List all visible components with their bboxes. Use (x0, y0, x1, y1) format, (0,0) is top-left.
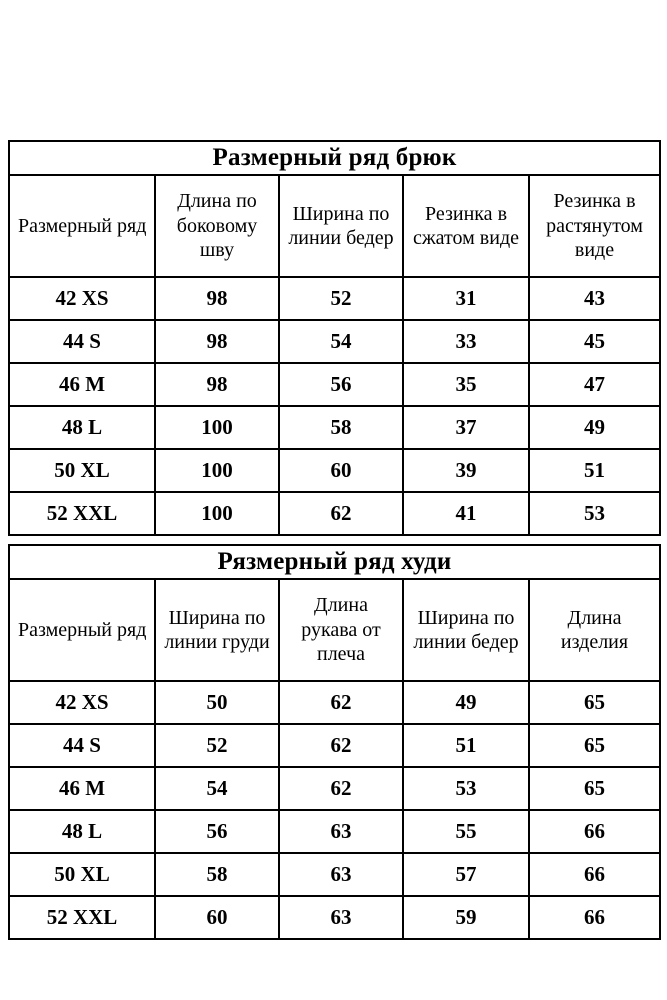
pants-cell-3-4: 49 (529, 406, 660, 449)
hoodie-cell-3-3: 55 (403, 810, 529, 853)
hoodie-header-cell-1: Ширина по линии груди (155, 579, 279, 681)
hoodie-cell-0-0: 42 XS (9, 681, 155, 724)
pants-cell-3-0: 48 L (9, 406, 155, 449)
hoodie-cell-5-4: 66 (529, 896, 660, 939)
table-row (9, 449, 660, 492)
hoodie-cell-4-1: 58 (155, 853, 279, 896)
hoodie-cell-3-0: 48 L (9, 810, 155, 853)
hoodie-cell-3-4: 66 (529, 810, 660, 853)
pants-cell-0-3: 31 (403, 277, 529, 320)
size-chart-sheet (8, 140, 659, 940)
pants-cell-5-0: 52 XXL (9, 492, 155, 535)
pants-header-cell-2: Ширина по линии бедер (279, 175, 403, 277)
table-row (9, 767, 660, 810)
pants-cell-2-0: 46 M (9, 363, 155, 406)
hoodie-cell-1-2: 62 (279, 724, 403, 767)
pants-cell-5-3: 41 (403, 492, 529, 535)
table-row (9, 896, 660, 939)
hoodie-size-table (8, 544, 661, 940)
pants-cell-5-4: 53 (529, 492, 660, 535)
pants-table-title: Размерный ряд брюк (9, 141, 660, 175)
hoodie-cell-0-3: 49 (403, 681, 529, 724)
pants-cell-1-2: 54 (279, 320, 403, 363)
hoodie-cell-0-2: 62 (279, 681, 403, 724)
pants-cell-3-2: 58 (279, 406, 403, 449)
hoodie-cell-5-0: 52 XXL (9, 896, 155, 939)
hoodie-table-title: Рязмерный ряд худи (9, 545, 660, 579)
table-row (9, 320, 660, 363)
table-row (9, 724, 660, 767)
tables-divider (8, 536, 659, 544)
hoodie-cell-5-1: 60 (155, 896, 279, 939)
pants-cell-5-2: 62 (279, 492, 403, 535)
pants-cell-3-3: 37 (403, 406, 529, 449)
table-row (9, 363, 660, 406)
pants-header-cell-0: Размерный ряд (9, 175, 155, 277)
hoodie-cell-0-4: 65 (529, 681, 660, 724)
table-row (9, 492, 660, 535)
hoodie-cell-5-2: 63 (279, 896, 403, 939)
hoodie-cell-2-1: 54 (155, 767, 279, 810)
table-row (9, 406, 660, 449)
hoodie-header-cell-0: Размерный ряд (9, 579, 155, 681)
pants-cell-0-4: 43 (529, 277, 660, 320)
pants-cell-0-1: 98 (155, 277, 279, 320)
pants-header-cell-4: Резинка в растянутом виде (529, 175, 660, 277)
pants-cell-2-1: 98 (155, 363, 279, 406)
hoodie-cell-1-4: 65 (529, 724, 660, 767)
pants-cell-1-3: 33 (403, 320, 529, 363)
pants-cell-0-2: 52 (279, 277, 403, 320)
pants-cell-1-4: 45 (529, 320, 660, 363)
pants-cell-1-0: 44 S (9, 320, 155, 363)
pants-cell-4-1: 100 (155, 449, 279, 492)
pants-header-row (9, 175, 660, 277)
pants-header-cell-3: Резинка в сжатом виде (403, 175, 529, 277)
hoodie-title-row (9, 545, 660, 579)
hoodie-cell-2-0: 46 M (9, 767, 155, 810)
hoodie-cell-5-3: 59 (403, 896, 529, 939)
pants-cell-4-2: 60 (279, 449, 403, 492)
table-row (9, 681, 660, 724)
pants-cell-0-0: 42 XS (9, 277, 155, 320)
hoodie-cell-2-3: 53 (403, 767, 529, 810)
hoodie-cell-0-1: 50 (155, 681, 279, 724)
pants-size-table (8, 140, 661, 536)
hoodie-header-cell-3: Ширина по линии бедер (403, 579, 529, 681)
pants-cell-1-1: 98 (155, 320, 279, 363)
hoodie-cell-3-2: 63 (279, 810, 403, 853)
hoodie-cell-4-4: 66 (529, 853, 660, 896)
pants-cell-2-4: 47 (529, 363, 660, 406)
hoodie-header-cell-4: Длина изделия (529, 579, 660, 681)
hoodie-cell-2-2: 62 (279, 767, 403, 810)
hoodie-cell-4-3: 57 (403, 853, 529, 896)
hoodie-cell-1-0: 44 S (9, 724, 155, 767)
pants-cell-2-3: 35 (403, 363, 529, 406)
pants-cell-4-0: 50 XL (9, 449, 155, 492)
table-row (9, 853, 660, 896)
pants-cell-2-2: 56 (279, 363, 403, 406)
hoodie-cell-2-4: 65 (529, 767, 660, 810)
pants-cell-4-3: 39 (403, 449, 529, 492)
hoodie-cell-1-1: 52 (155, 724, 279, 767)
hoodie-cell-1-3: 51 (403, 724, 529, 767)
hoodie-cell-4-0: 50 XL (9, 853, 155, 896)
table-row (9, 810, 660, 853)
pants-cell-3-1: 100 (155, 406, 279, 449)
hoodie-cell-4-2: 63 (279, 853, 403, 896)
pants-cell-5-1: 100 (155, 492, 279, 535)
pants-title-row (9, 141, 660, 175)
hoodie-cell-3-1: 56 (155, 810, 279, 853)
pants-cell-4-4: 51 (529, 449, 660, 492)
table-row (9, 277, 660, 320)
hoodie-header-cell-2: Длина рукава от плеча (279, 579, 403, 681)
hoodie-header-row (9, 579, 660, 681)
pants-header-cell-1: Длина по боковому шву (155, 175, 279, 277)
